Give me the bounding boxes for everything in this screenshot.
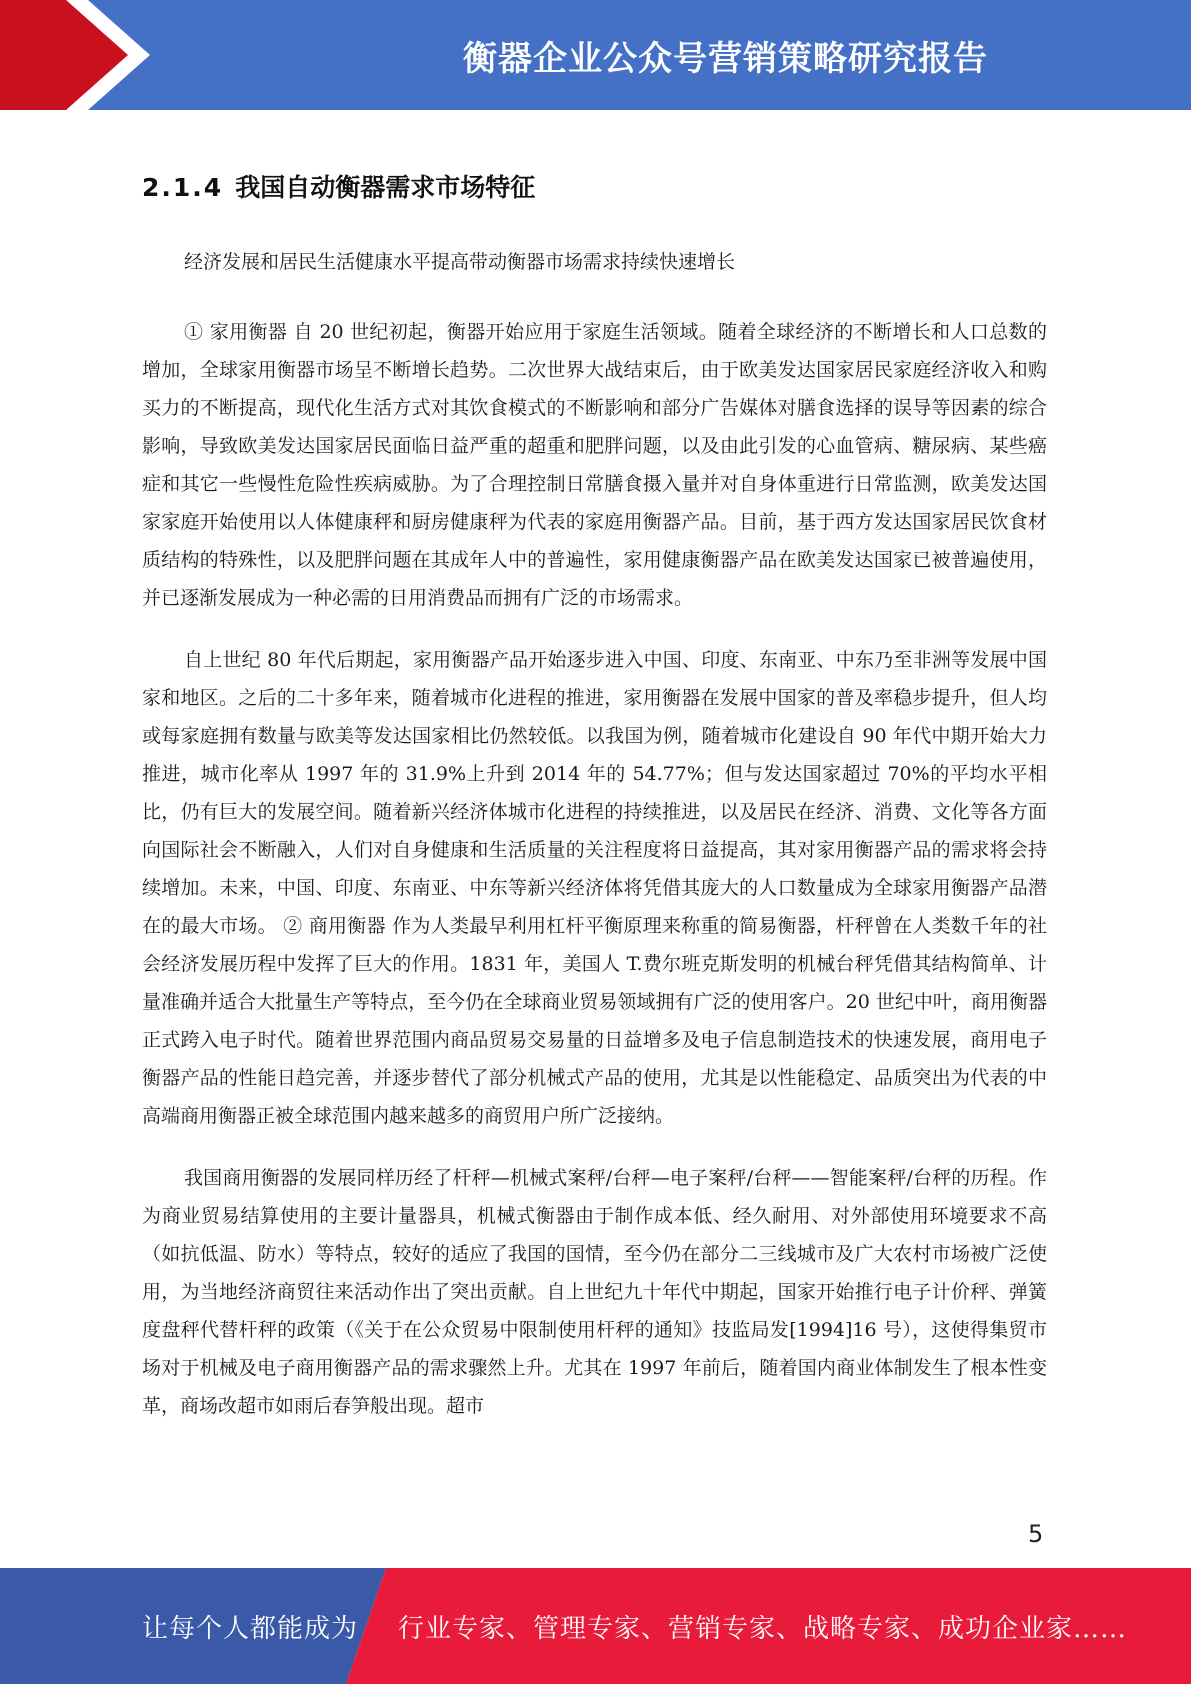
paragraph-developing-markets: 自上世纪 80 年代后期起，家用衡器产品开始逐步进入中国、印度、东南亚、中东乃至非洲等发展中国家和地区。之后的二十多年来，随着城市化进程的推进，家用衡器在发展中国家的普及率稳步提升，但人均或每家庭拥有数量与欧美等发达国家相比仍然较低。以我国为例，随着城市化建设自 90 年代中期开始大力推进，城市化率从 1997 年的 31.9%上升到 2014 年的 54.77%；但与发达国家超过 70%的平均水平相比，仍有巨大的发展空间。随着新兴经济体城市化进程的持续推进，以及居民在经济、消费、文化等各方面向国际社会不断融入，人们对自身健康和生活质量的关注程度将日益提高，其对家用衡器产品的需求将会持续增加。未来，中国、印度、东南亚、中东等新兴经济体将凭借其庞大的人口数量成为全球家用衡器产品潜在的最大市场。 ② 商用衡器 作为人类最早利用杠杆平衡原理来称重的简易衡器，杆秤曾在人类数千年的社会经济发展历程中发挥了巨大的作用。1831 年，美国人 T.费尔班克斯发明的机械台秤凭借其结构简单、计量准确并适合大批量生产等特点，至今仍在全球商业贸易领域拥有广泛的使用客户。20 世纪中叶，商用衡器正式跨入电子时代。随着世界范围内商品贸易交易量的日益增多及电子信息制造技术的快速发展，商用电子衡器产品的性能日趋完善，并逐步替代了部分机械式产品的使用，尤其是以性能稳定、品质突出为代表的中高端商用衡器正被全球范围内越来越多的商贸用户所广泛接纳。: [142, 649, 1047, 1127]
paragraph-household-scales: ① 家用衡器 自 20 世纪初起，衡器开始应用于家庭生活领域。随着全球经济的不断增长和人口总数的增加，全球家用衡器市场呈不断增长趋势。二次世界大战结束后，由于欧美发达国家居民家庭经济收入和购买力的不断提高，现代化生活方式对其饮食模式的不断影响和部分广告媒体对膳食选择的误导等因素的综合影响，导致欧美发达国家居民面临日益严重的超重和肥胖问题，以及由此引发的心血管病、糖尿病、某些癌症和其它一些慢性危险性疾病威胁。为了合理控制日常膳食摄入量并对自身体重进行日常监测，欧美发达国家家庭开始使用以人体健康秤和厨房健康秤为代表的家庭用衡器产品。目前，基于西方发达国家居民饮食材质结构的特殊性，以及肥胖问题在其成年人中的普遍性，家用健康衡器产品在欧美发达国家已被普遍使用，并已逐渐发展成为一种必需的日用消费品而拥有广泛的市场需求。: [142, 321, 1047, 609]
section-title: 我国自动衡器需求市场特征: [235, 173, 536, 202]
page-number: 5: [1028, 1520, 1044, 1548]
paragraph-commercial-scales-china: 我国商用衡器的发展同样历经了杆秤—机械式案秤/台秤—电子案秤/台秤——智能案秤/台秤的历程。作为商业贸易结算使用的主要计量器具，机械式衡器由于制作成本低、经久耐用、对外部使用环境要求不高（如抗低温、防水）等特点，较好的适应了我国的国情，至今仍在部分二三线城市及广大农村市场被广泛使用，为当地经济商贸往来活动作出了突出贡献。自上世纪九十年代中期起，国家开始推行电子计价秤、弹簧度盘秤代替杆秤的政策（《关于在公众贸易中限制使用杆秤的通知》技监局发[1994]16 号），这使得集贸市场对于机械及电子商用衡器产品的需求骤然上升。尤其在 1997 年前后，随着国内商业体制发生了根本性变革，商场改超市如雨后春笋般出现。超市: [142, 1167, 1047, 1417]
report-footer: [0, 1568, 1191, 1684]
footer-slogan-left: 让每个人都能成为: [142, 1613, 359, 1644]
section-number: 2.1.4: [142, 173, 224, 202]
report-header: [0, 0, 1191, 110]
body-content: [142, 243, 1047, 1449]
section-heading: [142, 168, 535, 204]
arrow-chevron-icon: [0, 0, 160, 110]
footer-slogan-right: 行业专家、管理专家、营销专家、战略专家、成功企业家……: [398, 1613, 1128, 1644]
paragraph-intro: 经济发展和居民生活健康水平提高带动衡器市场需求持续快速增长: [184, 251, 736, 273]
report-title: 衡器企业公众号营销策略研究报告: [463, 38, 988, 79]
